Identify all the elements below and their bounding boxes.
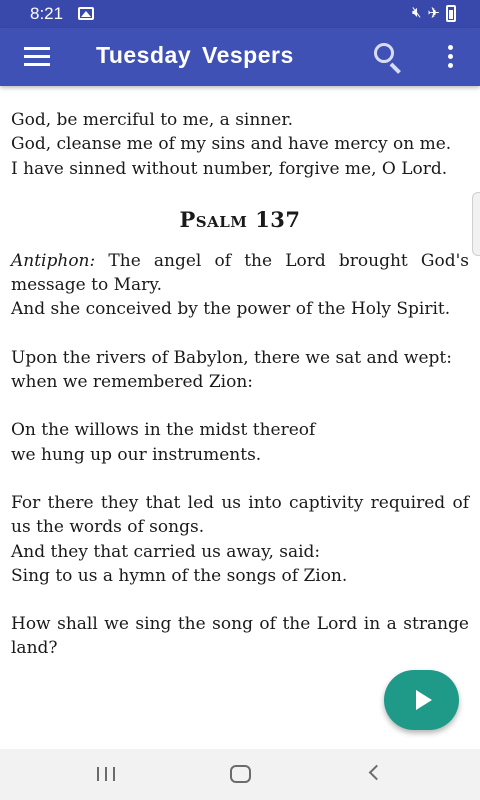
page-title: Tuesday Vespers xyxy=(96,42,294,68)
antiphon-line xyxy=(11,249,469,298)
search-icon[interactable] xyxy=(374,43,404,73)
antiphon-text: The angel of the Lord brought God's message to Mary. xyxy=(11,250,469,296)
home-icon[interactable] xyxy=(230,765,251,783)
psalm-stanza xyxy=(11,418,469,467)
recents-icon[interactable] xyxy=(97,767,117,781)
text-line: Sing to us a hymn of the songs of Zion. xyxy=(11,565,348,586)
text-line: God, cleanse me of my sins and have mercy on me. xyxy=(11,134,452,155)
text-line: God, be merciful to me, a sinner. xyxy=(11,110,293,130)
psalm-heading: Psalm 137 xyxy=(179,206,301,232)
status-time: 8:21 xyxy=(30,4,64,23)
play-icon xyxy=(416,690,432,710)
psalm-stanza xyxy=(11,612,469,661)
intro-prayer xyxy=(11,108,469,181)
scroll-handle[interactable] xyxy=(472,192,480,256)
text-line: For there they that led us into captivity required of us the words of songs. xyxy=(11,492,469,538)
status-icons xyxy=(412,4,456,22)
play-button[interactable] xyxy=(384,670,459,730)
navigation-bar xyxy=(0,749,480,800)
text-line: we hung up our instruments. xyxy=(11,444,262,465)
image-icon xyxy=(78,7,94,20)
status-bar xyxy=(0,0,480,28)
antiphon xyxy=(11,249,469,322)
text-line: How shall we sing the song of the Lord in a strange land? xyxy=(11,614,469,659)
text-line: And they that carried us away, said: xyxy=(11,541,321,562)
text-line: I have sinned without number, forgive me, O Lord. xyxy=(11,158,448,179)
app-bar xyxy=(0,28,480,86)
psalm-stanza xyxy=(11,491,469,588)
back-icon[interactable] xyxy=(369,765,385,781)
airplane-icon: ✈︎ xyxy=(427,5,440,22)
antiphon-label: Antiphon: xyxy=(11,250,96,271)
more-options-icon[interactable] xyxy=(444,44,456,70)
text-line: when we remembered Zion: xyxy=(11,372,253,393)
text-line: Upon the rivers of Babylon, there we sat and wept: xyxy=(11,347,452,368)
mute-icon: 🔇︎ xyxy=(411,4,422,21)
battery-icon xyxy=(446,5,456,22)
psalm-stanza xyxy=(11,346,469,395)
text-line: And she conceived by the power of the Holy Spirit. xyxy=(11,299,451,320)
prayer-text xyxy=(11,108,469,685)
menu-icon[interactable] xyxy=(24,47,50,67)
text-line: On the willows in the midst thereof xyxy=(11,420,316,441)
